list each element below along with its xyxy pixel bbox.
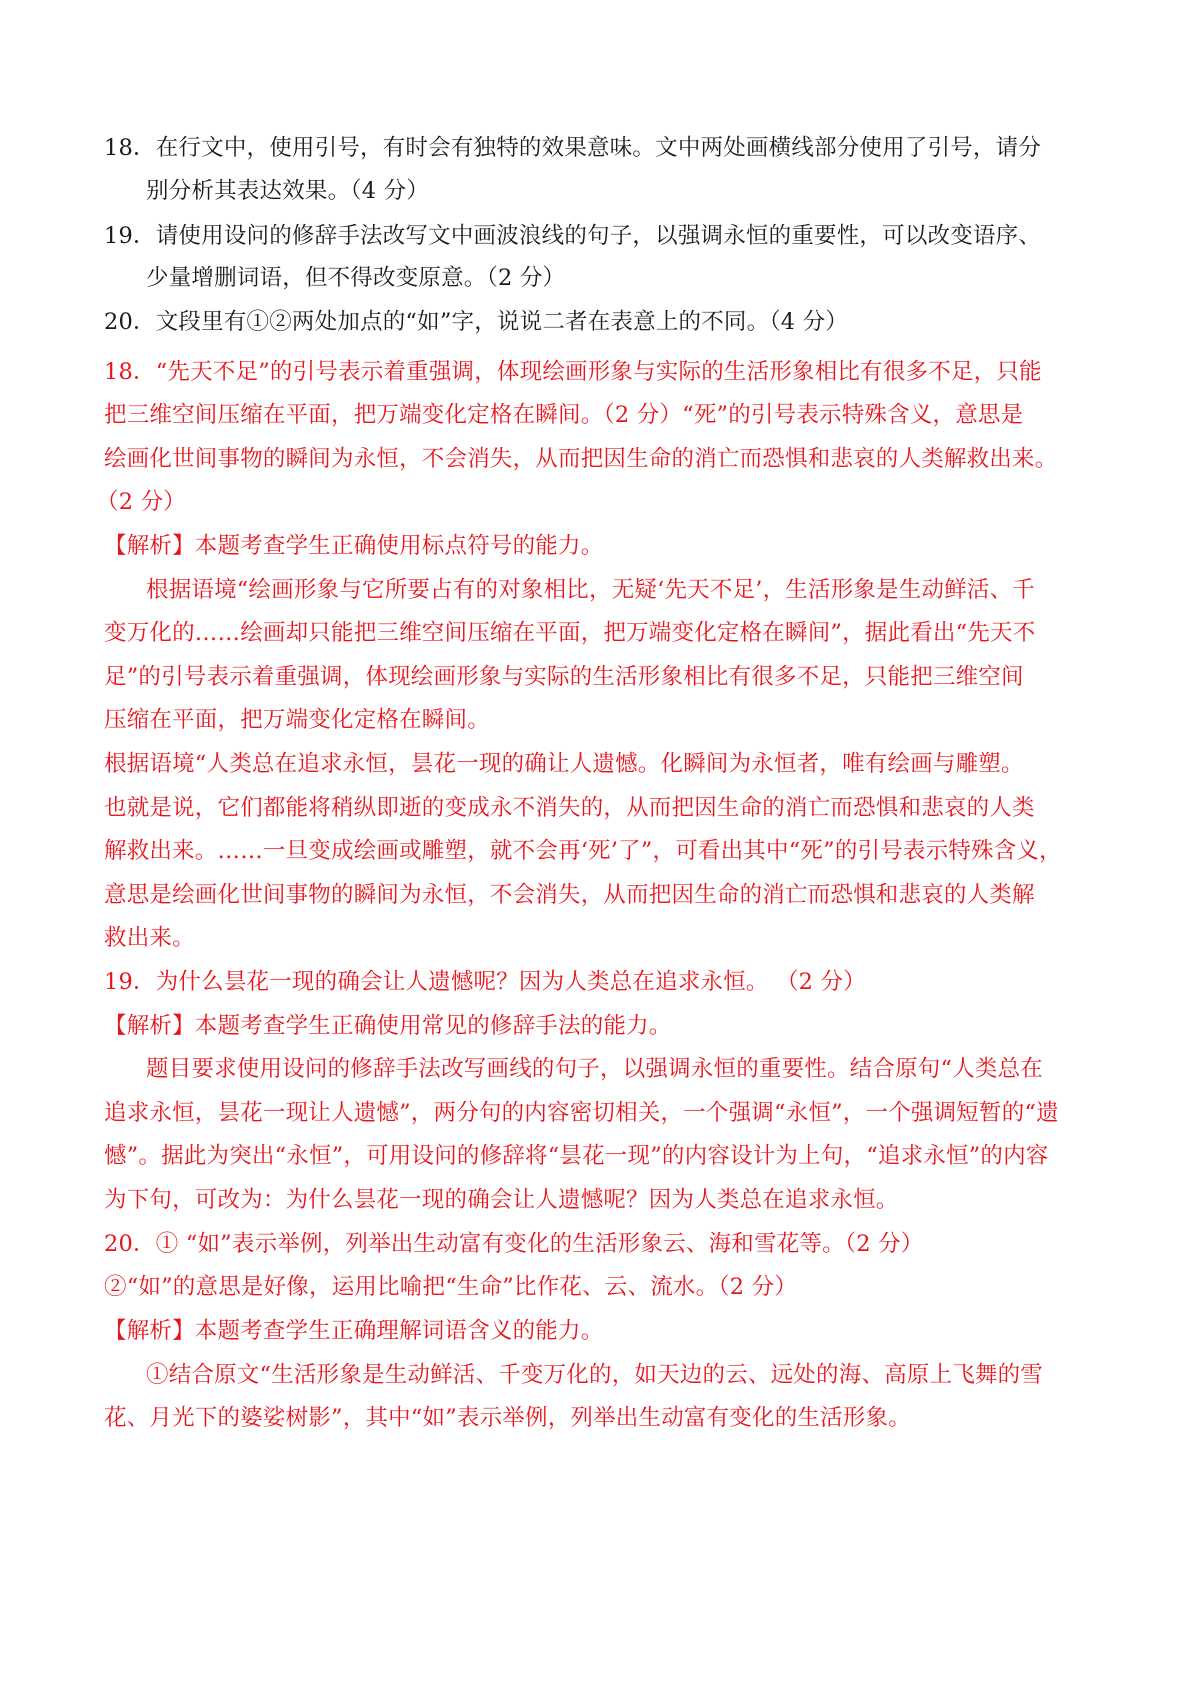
question-18-line-1: 18．在行文中，使用引号，有时会有独特的效果意味。文中两处画横线部分使用了引号，请分 — [104, 135, 1042, 161]
question-18-line-2: 别分析其表达效果。（4 分） — [146, 178, 430, 204]
answer-20-analysis-p1-line-1: ①结合原文“生活形象是生动鲜活、千变万化的，如天边的云、远处的海、高原上飞舞的雪 — [146, 1362, 1044, 1388]
answer-18-analysis-p2-line-5: 救出来。 — [104, 925, 195, 951]
answer-18-analysis-p1-line-3: 足”的引号表示着重强调，体现绘画形象与实际的生活形象相比有很多不足，只能把三维空间 — [104, 664, 1024, 690]
answer-18-analysis-p1-line-2: 变万化的……绘画却只能把三维空间压缩在平面，把万端变化定格在瞬间”，据此看出“先天不 — [104, 620, 1036, 646]
answer-19-analysis-p1-line-3: 憾”。据此为突出“永恒”，可用设问的修辞将“昙花一现”的内容设计为上句，“追求永恒”的内容 — [104, 1143, 1049, 1169]
answer-18-line-3: 绘画化世间事物的瞬间为永恒，不会消失，从而把因生命的消亡而恐惧和悲哀的人类解救出来。 — [104, 446, 1058, 472]
answer-19-analysis-p1-line-4: 为下句，可改为：为什么昙花一现的确会让人遗憾呢？因为人类总在追求永恒。 — [104, 1187, 899, 1213]
answer-20-analysis-title: 【解析】本题考查学生正确理解词语含义的能力。 — [104, 1318, 604, 1344]
answer-19-analysis-p1-line-2: 追求永恒，昙花一现让人遗憾”，两分句的内容密切相关，一个强调“永恒”，一个强调短暂的“遗 — [104, 1100, 1059, 1126]
question-19-line-2: 少量增删词语，但不得改变原意。（2 分） — [146, 265, 566, 291]
answer-19-analysis-title: 【解析】本题考查学生正确使用常见的修辞手法的能力。 — [104, 1013, 672, 1039]
answer-18-analysis-p2-line-3: 解救出来。……一旦变成绘画或雕塑，就不会再‘死’了”，可看出其中“死”的引号表示特殊含义， — [104, 838, 1062, 864]
answer-18-analysis-p2-line-1: 根据语境“人类总在追求永恒，昙花一现的确让人遗憾。化瞬间为永恒者，唯有绘画与雕塑。 — [104, 751, 1024, 777]
answer-18-analysis-p2-line-4: 意思是绘画化世间事物的瞬间为永恒，不会消失，从而把因生命的消亡而恐惧和悲哀的人类解 — [104, 882, 1035, 908]
answer-18-line-2: 把三维空间压缩在平面，把万端变化定格在瞬间。（2 分）“死”的引号表示特殊含义，意思是 — [104, 402, 1024, 428]
answer-20-line-1: 20．① “如”表示举例，列举出生动富有变化的生活形象云、海和雪花等。（2 分） — [104, 1231, 924, 1257]
question-20-line-1: 20．文段里有①②两处加点的“如”字，说说二者在表意上的不同。（4 分） — [104, 309, 849, 335]
answer-18-line-1: 18．“先天不足”的引号表示着重强调，体现绘画形象与实际的生活形象相比有很多不足，只能 — [104, 359, 1042, 385]
answer-20-line-2: ②“如”的意思是好像，运用比喻把“生命”比作花、云、流水。（2 分） — [104, 1274, 798, 1300]
answer-18-analysis-p2-line-2: 也就是说，它们都能将稍纵即逝的变成永不消失的，从而把因生命的消亡而恐惧和悲哀的人类 — [104, 795, 1035, 821]
answer-18-analysis-title: 【解析】本题考查学生正确使用标点符号的能力。 — [104, 533, 604, 559]
answer-19-analysis-p1-line-1: 题目要求使用设问的修辞手法改写画线的句子，以强调永恒的重要性。结合原句“人类总在 — [146, 1056, 1044, 1082]
answer-18-line-4: （2 分） — [96, 489, 186, 515]
answer-18-analysis-p1-line-4: 压缩在平面，把万端变化定格在瞬间。 — [104, 707, 490, 733]
answer-20-analysis-p1-line-2: 花、月光下的婆娑树影”，其中“如”表示举例，列举出生动富有变化的生活形象。 — [104, 1405, 911, 1431]
answer-18-analysis-p1-line-1: 根据语境“绘画形象与它所要占有的对象相比，无疑‘先天不足’，生活形象是生动鲜活、千 — [146, 577, 1036, 603]
question-19-line-1: 19．请使用设问的修辞手法改写文中画波浪线的句子，以强调永恒的重要性，可以改变语序、 — [104, 223, 1042, 249]
answer-19-line-1: 19．为什么昙花一现的确会让人遗憾呢？因为人类总在追求永恒。 （2 分） — [104, 969, 866, 995]
